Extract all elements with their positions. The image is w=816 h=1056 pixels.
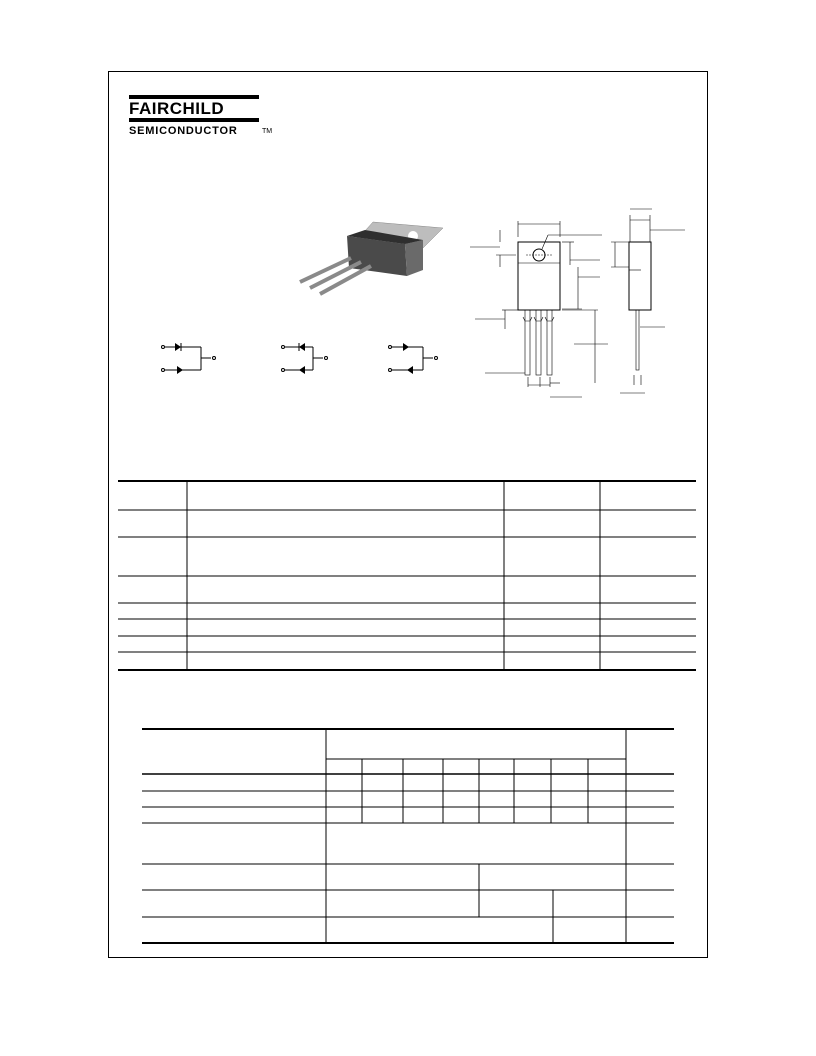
part-matrix-table bbox=[142, 728, 676, 946]
diode-schematic-icon bbox=[155, 340, 445, 380]
ratings-table bbox=[118, 480, 698, 672]
fairchild-logo bbox=[129, 95, 279, 145]
logo-trademark: TM bbox=[262, 128, 273, 135]
dimension-drawing-icon bbox=[470, 205, 690, 405]
logo-subtitle: SEMICONDUCTOR bbox=[129, 125, 238, 137]
package-photo-icon bbox=[295, 218, 445, 298]
logo-brand-text: FAIRCHILD bbox=[129, 99, 259, 118]
